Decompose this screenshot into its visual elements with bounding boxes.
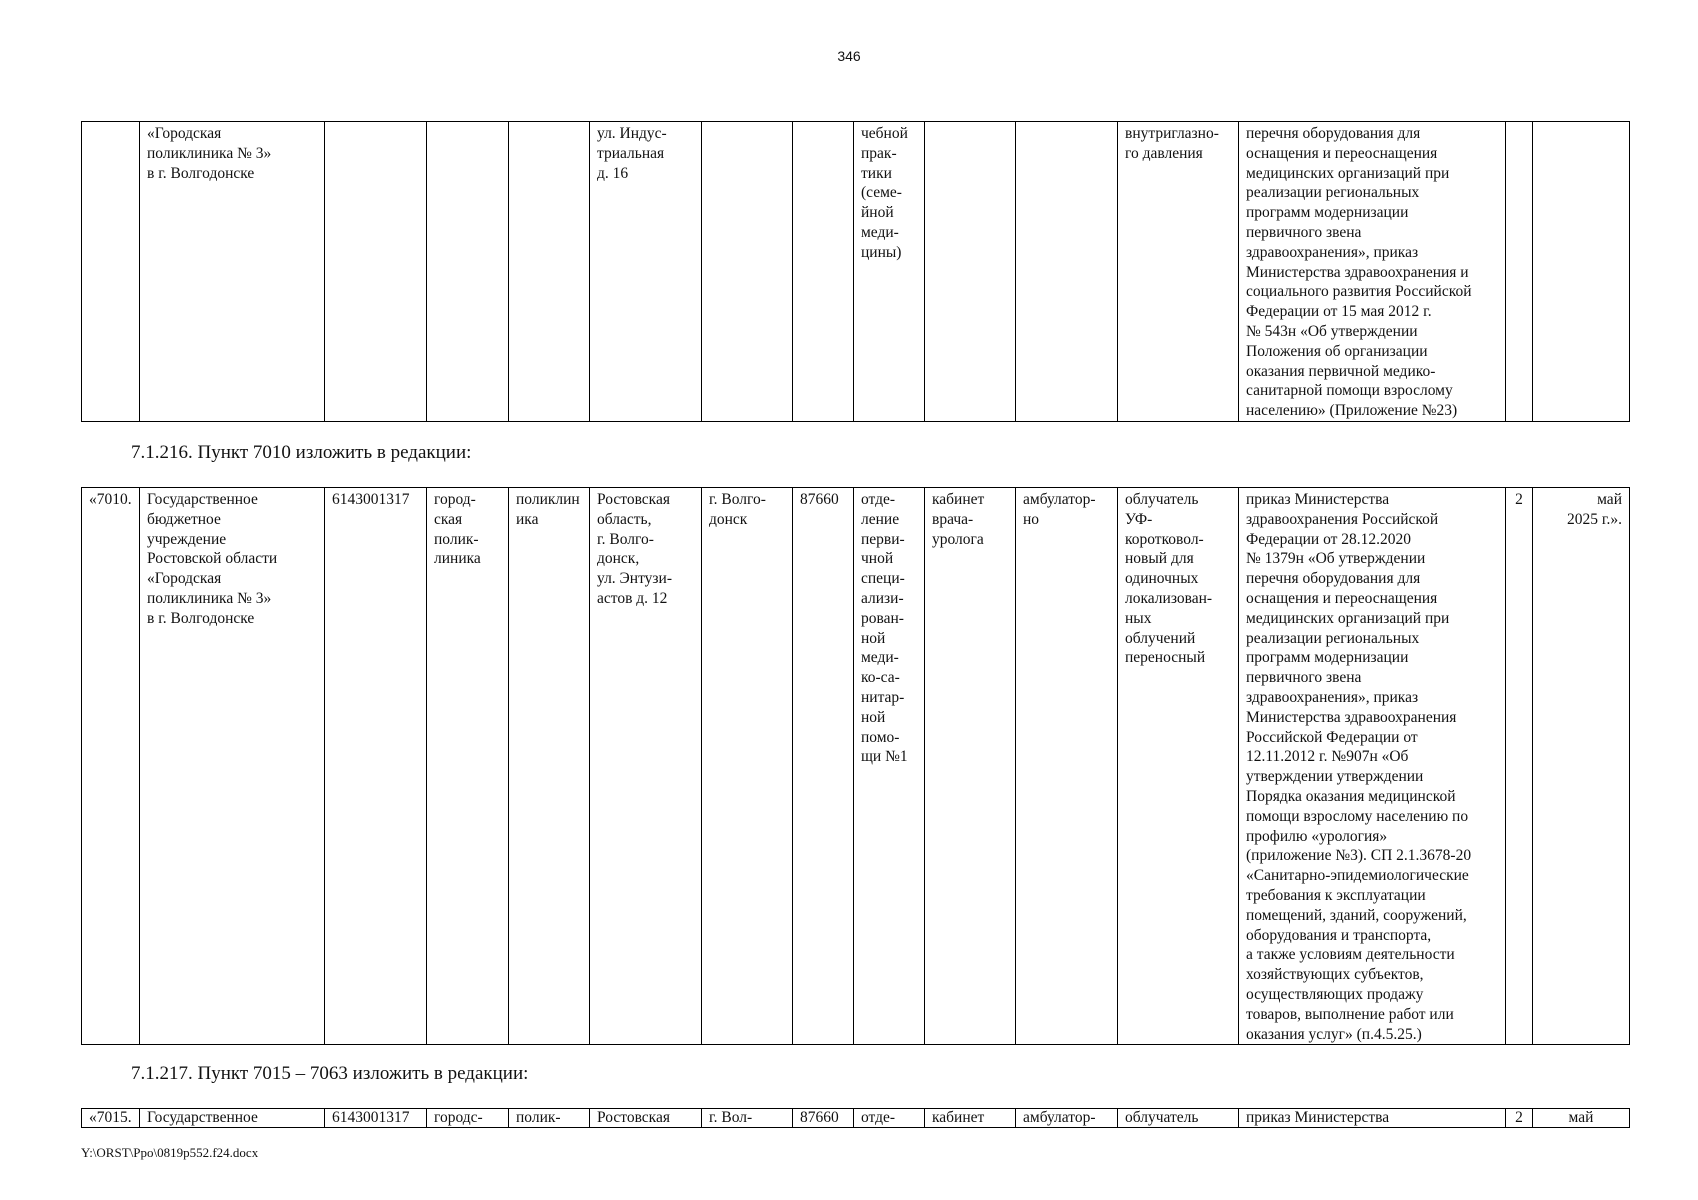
cell-department: отде- ление перви- чной специ- ализи- рован- ной меди- ко-са- нитар- ной помо- щи №1 [854, 488, 925, 1045]
registry-table-continuation [81, 121, 1630, 422]
cell-organization: «Городская поликлиника № 3» в г. Волгодонске [140, 122, 325, 422]
cell-equipment: облучатель [1118, 1109, 1239, 1128]
cell-facility: полик- [509, 1109, 590, 1128]
cell-care-form: амбулатор- но [1016, 488, 1118, 1045]
cell-quantity: 2 [1506, 488, 1533, 1045]
table-row [82, 1109, 1630, 1128]
cell-code: 87660 [793, 1109, 854, 1128]
table-row [82, 122, 1630, 422]
cell-address: Ростовская [590, 1109, 702, 1128]
cell-legal-basis: приказ Министерства здравоохранения Российской Федерации от 28.12.2020 № 1379н «Об утверждении перечня оборудования для оснащения и переоснащения медицинских организаций при реализации региональных программ модернизации первичного звена здравоохранения», приказ Министерства здравоохранения Российской Федерации от 12.11.2012 г. №907н «Об утверждении утверждении Порядка оказания медицинской помощи взрослому населению по профилю «урология» (приложение №3). СП 2.1.3678-20 «Санитарно-эпидемиологические требования к эксплуатации помещений, зданий, сооружений, оборудования и транспорта, а также условиям деятельности хозяйствующих субъектов, осуществляющих продажу товаров, выполнение работ или оказания услуг» (п.4.5.25.) [1239, 488, 1506, 1045]
cell-equipment: внутриглазно- го давления [1118, 122, 1239, 422]
registry-table-7010 [81, 487, 1630, 1045]
cell-quantity [1506, 122, 1533, 422]
cell-deadline [1533, 122, 1630, 422]
cell-inn: 6143001317 [325, 1109, 427, 1128]
cell-deadline: май [1533, 1109, 1630, 1128]
cell-address: Ростовская область, г. Волго- донск, ул. Энтузи- астов д. 12 [590, 488, 702, 1045]
cell-facility: поликлиника [509, 488, 590, 1045]
cell-deadline: май 2025 г.». [1533, 488, 1630, 1045]
cell-care-form [1016, 122, 1118, 422]
cell-city [702, 122, 793, 422]
cell-org-type: городс- [427, 1109, 509, 1128]
cell-cabinet [925, 122, 1016, 422]
cell-equipment: облучатель УФ- коротковол- новый для одиночных локализован- ных облучений переносный [1118, 488, 1239, 1045]
cell-care-form: амбулатор- [1016, 1109, 1118, 1128]
cell-department: отде- [854, 1109, 925, 1128]
page-number: 346 [837, 48, 861, 64]
cell-number: «7015. [82, 1109, 140, 1128]
section-heading: 7.1.217. Пункт 7015 – 7063 изложить в редакции: [131, 1063, 529, 1084]
registry-table-7015 [81, 1108, 1630, 1128]
cell-organization: Государственное [140, 1109, 325, 1128]
cell-city: г. Волго- донск [702, 488, 793, 1045]
cell-cabinet: кабинет врача- уролога [925, 488, 1016, 1045]
table-row [82, 488, 1630, 1045]
cell-facility [509, 122, 590, 422]
cell-org-type [427, 122, 509, 422]
file-path-footer: Y:\ORST\Ppo\0819p552.f24.docx [81, 1145, 259, 1160]
cell-department: чебной прак- тики (семе- йной меди- цины) [854, 122, 925, 422]
cell-quantity: 2 [1506, 1109, 1533, 1128]
cell-number: «7010. [82, 488, 140, 1045]
section-heading: 7.1.216. Пункт 7010 изложить в редакции: [131, 442, 472, 463]
cell-city: г. Вол- [702, 1109, 793, 1128]
cell-code [793, 122, 854, 422]
cell-code: 87660 [793, 488, 854, 1045]
cell-org-type: город- ская полик- линика [427, 488, 509, 1045]
cell-address: ул. Индус- триальная д. 16 [590, 122, 702, 422]
cell-number [82, 122, 140, 422]
cell-organization: Государственное бюджетное учреждение Ростовской области «Городская поликлиника № 3» в г. Волгодонске [140, 488, 325, 1045]
cell-legal-basis: приказ Министерства [1239, 1109, 1506, 1128]
cell-inn [325, 122, 427, 422]
cell-inn: 6143001317 [325, 488, 427, 1045]
cell-legal-basis: перечня оборудования для оснащения и переоснащения медицинских организаций при реализации региональных программ модернизации первичного звена здравоохранения», приказ Министерства здравоохранения и социального развития Российской Федерации от 15 мая 2012 г. № 543н «Об утверждении Положения об организации оказания первичной медико- санитарной помощи взрослому населению» (Приложение №23) [1239, 122, 1506, 422]
cell-cabinet: кабинет [925, 1109, 1016, 1128]
